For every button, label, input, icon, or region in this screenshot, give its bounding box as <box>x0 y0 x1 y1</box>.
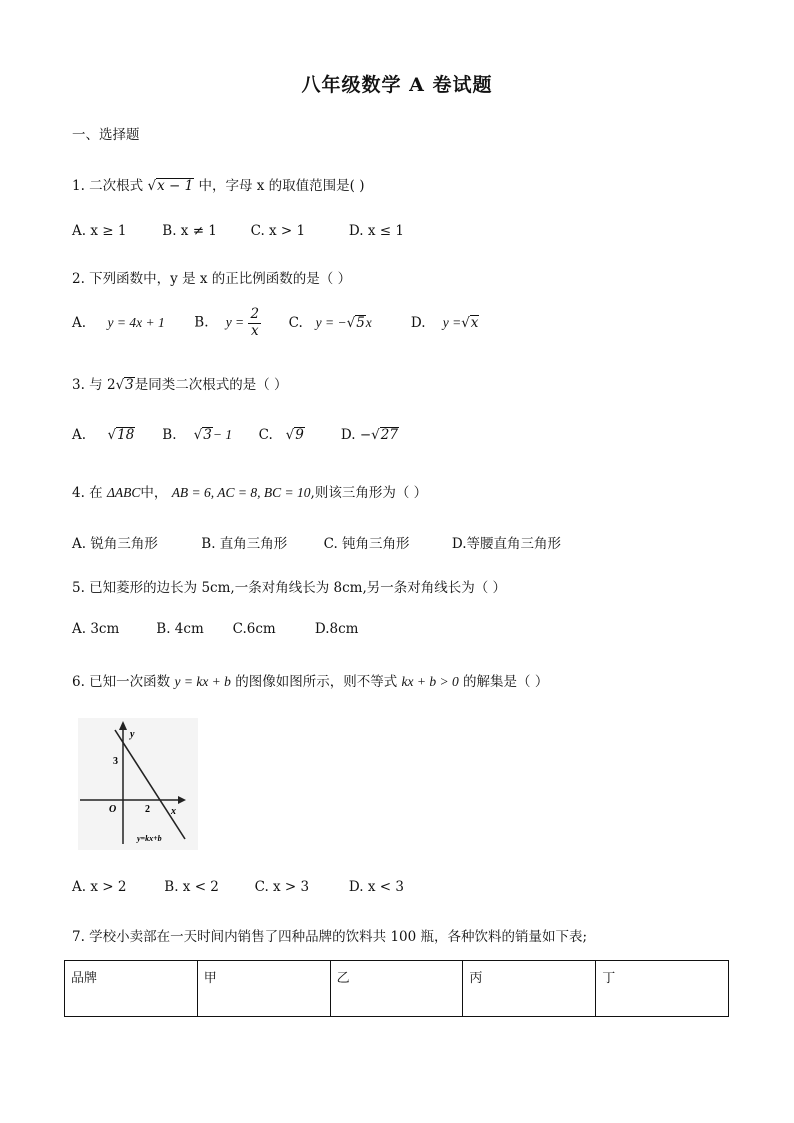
q3-option-b: B. √3− 1 <box>162 427 233 443</box>
question-5-options <box>72 621 358 637</box>
q6-option-c: C. x > 3 <box>254 879 310 895</box>
table-header-cell: 丁 <box>596 961 729 1017</box>
q2-option-c: C. y = −√5x <box>288 314 372 331</box>
origin-label: O <box>109 804 117 815</box>
q6-option-b: B. x < 2 <box>164 879 219 895</box>
q5-option-a: A. 3cm <box>72 621 120 637</box>
q2-option-d: D. y =√x <box>410 314 479 331</box>
sales-table <box>64 960 729 1017</box>
q1-option-b: B. x ≠ 1 <box>162 223 217 239</box>
table-header-cell: 品牌 <box>65 961 198 1017</box>
q6-option-d: D. x < 3 <box>348 879 404 895</box>
q4-sides: AB = 6, AC = 8, BC = 10 <box>171 485 311 500</box>
q1-option-d: D. x ≤ 1 <box>348 223 404 239</box>
question-1-options <box>72 223 404 239</box>
q4-option-c: C. 钝角三角形 <box>323 536 410 552</box>
q1-radicand: x − 1 <box>157 178 194 194</box>
function-graph <box>78 718 198 850</box>
table-header-cell: 丙 <box>463 961 596 1017</box>
y-axis-label: y <box>130 729 135 740</box>
x-intercept-label: 2 <box>145 804 150 815</box>
question-3-stem: 3. 与 2√3是同类二次根式的是（ ） <box>72 377 288 393</box>
table-header-cell: 甲 <box>197 961 330 1017</box>
q5-option-c: C.6cm <box>232 621 276 637</box>
question-4-options <box>72 532 561 552</box>
question-6-options <box>72 879 404 895</box>
q4-option-a: A. 锐角三角形 <box>72 536 158 552</box>
question-6-stem: 6. 已知一次函数 y = kx + b 的图像如图所示，则不等式 kx + b > 0 的解集是（ ） <box>72 674 549 690</box>
q2-option-b: B. y = $\frac{2}{x}$ <box>194 306 260 339</box>
table-header-cell: 乙 <box>330 961 463 1017</box>
q1-option-a: A. x ≥ 1 <box>72 223 127 239</box>
q4-triangle: ΔABC <box>106 485 141 500</box>
q6-option-a: A. x > 2 <box>72 879 127 895</box>
line-equation-label: y=kx+b <box>137 834 162 843</box>
q5-option-b: B. 4cm <box>156 621 204 637</box>
q2-fraction: $\frac{2}{x}$ <box>250 306 260 339</box>
q4-option-b: B. 直角三角形 <box>201 536 288 552</box>
q3-option-a: A. √18 <box>72 427 135 443</box>
question-7-stem: 7. 学校小卖部在一天时间内销售了四种品牌的饮料共 100 瓶，各种饮料的销量如下表; <box>72 929 588 945</box>
q6-function: y = kx + b <box>174 674 231 689</box>
q3-option-c: C. √9 <box>258 427 304 443</box>
q5-option-d: D.8cm <box>314 621 359 637</box>
question-4-stem: 4. 在 ΔABC中， AB = 6, AC = 8, BC = 10,则该三角形为（ ） <box>72 485 428 501</box>
table-row <box>65 961 729 1017</box>
q3-option-d: D. −√27 <box>340 427 398 443</box>
q1-option-c: C. x > 1 <box>250 223 306 239</box>
question-2-stem: 2. 下列函数中，y 是 x 的正比例函数的是（ ） <box>72 271 352 287</box>
question-1-stem: 1. 二次根式 √x − 1 中，字母 x 的取值范围是( ) <box>72 178 365 194</box>
q2-option-a: A. y = 4x + 1 <box>72 314 165 331</box>
page-title: 八年级数学 A 卷试题 <box>301 74 493 96</box>
question-2-options <box>72 307 479 339</box>
q6-inequality: kx + b > 0 <box>401 674 459 689</box>
section-heading: 一、选择题 <box>72 127 140 143</box>
q1-stem-post: 中，字母 x 的取值范围是( ) <box>198 178 365 194</box>
question-3-options <box>72 427 399 443</box>
q4-option-d: D.等腰直角三角形 <box>451 536 562 552</box>
q3-radicand: 3 <box>125 377 134 393</box>
y-intercept-label: 3 <box>113 756 118 767</box>
question-5-stem: 5. 已知菱形的边长为 5cm,一条对角线长为 8cm,另一条对角线长为（ ） <box>72 580 507 596</box>
q1-stem-pre: 1. 二次根式 <box>72 178 144 194</box>
x-axis-label: x <box>171 806 176 817</box>
